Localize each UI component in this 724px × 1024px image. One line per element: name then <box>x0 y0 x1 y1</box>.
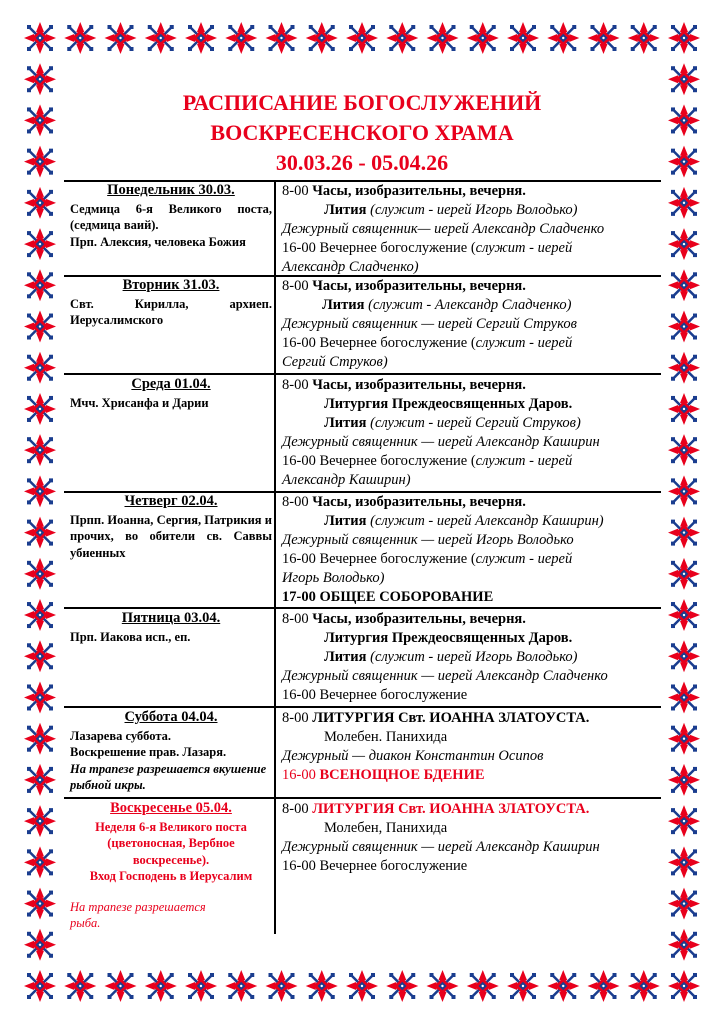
day-heading: Понедельник 30.03. <box>107 182 235 198</box>
service-celebrant: (служит - Александр Сладченко) <box>368 297 572 313</box>
day-description: Свт. Кирилла, архиеп. Иерусалимского <box>70 296 272 327</box>
ornament-motif <box>507 22 539 54</box>
day-heading: Пятница 03.04. <box>121 610 221 626</box>
ornament-motif <box>386 22 418 54</box>
ornament-motif <box>145 22 177 54</box>
ornament-motif <box>24 352 56 384</box>
service-celebrant: служит - иерей <box>475 240 573 256</box>
service-name: Лития <box>324 415 371 431</box>
service-name: Часы, изобразительны, вечерня. <box>312 278 526 294</box>
service-celebrant: Александр Сладченко) <box>282 259 419 275</box>
day-heading: Вторник 31.03. <box>122 277 220 293</box>
day-description: Прпп. Иоанна, Сергия, Патрикия и прочих, во обители св. Саввы убиенных <box>70 512 272 560</box>
ornament-motif <box>185 22 217 54</box>
ornament-motif <box>668 599 700 631</box>
day-description: Прп. Иакова исп., еп. <box>70 629 191 644</box>
ornament-motif <box>24 640 56 672</box>
ornament-motif <box>588 970 620 1002</box>
row-divider <box>64 797 661 799</box>
service-name: Часы, изобразительны, вечерня. <box>312 611 526 627</box>
ornament-motif <box>668 888 700 920</box>
service-name: Лития <box>324 202 371 218</box>
ornament-motif <box>346 22 378 54</box>
ornament-motif <box>266 22 298 54</box>
ornament-motif <box>668 805 700 837</box>
service-celebrant: служит - иерей <box>475 335 573 351</box>
ornament-motif <box>24 393 56 425</box>
day-heading: Четверг 02.04. <box>124 493 218 509</box>
duty-deacon: Дежурный — диакон Константин Осипов <box>282 748 544 764</box>
ornament-motif <box>668 640 700 672</box>
ornament-motif <box>24 187 56 219</box>
service-name: ЛИТУРГИЯ Свт. ИОАННА ЗЛАТОУСТА. <box>312 801 590 817</box>
service-name: Часы, изобразительны, вечерня. <box>312 183 526 199</box>
service-celebrant: Александр Каширин) <box>282 472 411 488</box>
service-name: Часы, изобразительны, вечерня. <box>312 494 526 510</box>
day-description: Воскрешение прав. Лазаря. <box>70 745 227 759</box>
duty-priest: Дежурный священник — иерей Игорь Володько <box>282 532 574 548</box>
service-name: Часы, изобразительны, вечерня. <box>312 377 526 393</box>
service-name: Лития <box>322 297 369 313</box>
service-name: Молебен. Панихида <box>324 729 448 745</box>
column-divider <box>274 180 276 934</box>
ornament-motif <box>668 723 700 755</box>
ornament-motif <box>386 970 418 1002</box>
ornament-motif <box>668 434 700 466</box>
trapeza-note: На трапезе разрешается рыба. <box>70 899 206 930</box>
ornament-motif <box>547 22 579 54</box>
ornament-motif <box>306 22 338 54</box>
ornament-motif <box>467 970 499 1002</box>
ornament-motif <box>668 929 700 961</box>
ornament-motif <box>346 970 378 1002</box>
ornament-motif <box>628 22 660 54</box>
service-time: 8-00 <box>282 494 313 510</box>
day-description: Неделя 6-я Великого поста (цветоносная, Вербное воскресенье). <box>95 819 247 867</box>
ornament-motif <box>668 311 700 343</box>
day-description: Мчч. Хрисанфа и Дарии <box>70 395 209 410</box>
ornament-motif <box>628 970 660 1002</box>
ornament-motif <box>225 22 257 54</box>
ornament-motif <box>24 805 56 837</box>
ornament-motif <box>105 970 137 1002</box>
ornament-motif <box>185 970 217 1002</box>
title-line-1: РАСПИСАНИЕ БОГОСЛУЖЕНИЙ <box>182 90 542 115</box>
service-time: 8-00 <box>282 377 313 393</box>
ornament-motif <box>668 970 700 1002</box>
service-name: Литургия Преждеосвященных Даров. <box>324 630 573 646</box>
ornament-motif <box>668 187 700 219</box>
day-description: Лазарева суббота. <box>70 728 172 743</box>
service-celebrant: служит - иерей <box>475 453 573 469</box>
ornament-motif <box>668 228 700 260</box>
service-name: Лития <box>324 513 371 529</box>
day-description: Вход Господень в Иерусалим <box>89 869 253 883</box>
special-service: 17-00 ОБЩЕЕ СОБОРОВАНИЕ <box>282 589 494 605</box>
vigil-service: ВСЕНОЩНОЕ БДЕНИЕ <box>319 767 485 783</box>
evening-service: 16-00 Вечернее богослужение <box>282 687 468 703</box>
service-celebrant: (служит - иерей Сергий Струков) <box>370 415 581 431</box>
evening-service: 16-00 Вечернее богослужение ( <box>282 453 476 469</box>
ornament-motif <box>145 970 177 1002</box>
ornament-motif <box>24 888 56 920</box>
ornament-motif <box>24 22 56 54</box>
evening-service: 16-00 Вечернее богослужение ( <box>282 335 476 351</box>
ornament-motif <box>24 517 56 549</box>
ornament-motif <box>306 970 338 1002</box>
ornament-motif <box>507 970 539 1002</box>
duty-priest: Дежурный священник — иерей Александр Сладченко <box>282 668 608 684</box>
service-celebrant: (служит - иерей Александр Каширин) <box>370 513 604 529</box>
ornament-motif <box>24 970 56 1002</box>
ornament-motif <box>467 22 499 54</box>
ornament-motif <box>24 434 56 466</box>
evening-service: 16-00 Вечернее богослужение <box>282 858 468 874</box>
service-time: 8-00 <box>282 611 313 627</box>
service-name: Молебен, Панихида <box>324 820 448 836</box>
ornament-motif <box>64 22 96 54</box>
service-time: 8-00 <box>282 183 313 199</box>
row-divider <box>64 607 661 609</box>
ornament-motif <box>266 970 298 1002</box>
evening-service: 16-00 Вечернее богослужение ( <box>282 551 476 567</box>
ornament-motif <box>24 681 56 713</box>
row-divider <box>64 706 661 708</box>
ornament-motif <box>24 599 56 631</box>
ornament-motif <box>105 22 137 54</box>
ornament-motif <box>668 681 700 713</box>
title-line-2: ВОСКРЕСЕНСКОГО ХРАМА <box>210 120 514 145</box>
ornament-motif <box>668 517 700 549</box>
ornament-motif <box>225 970 257 1002</box>
ornament-motif <box>547 970 579 1002</box>
day-description: Седмица 6-я Великого поста, (седмица ваий). <box>70 201 272 232</box>
ornament-motif <box>668 269 700 301</box>
service-celebrant: служит - иерей <box>475 551 573 567</box>
ornament-motif <box>24 311 56 343</box>
service-celebrant: Игорь Володько) <box>282 570 385 586</box>
ornament-motif <box>24 846 56 878</box>
ornament-motif <box>24 269 56 301</box>
duty-priest: Дежурный священник — иерей Сергий Струков <box>282 316 577 332</box>
evening-service: 16-00 Вечернее богослужение ( <box>282 240 476 256</box>
ornament-motif <box>24 558 56 590</box>
ornament-motif <box>427 970 459 1002</box>
ornament-motif <box>668 22 700 54</box>
duty-priest: Дежурный священник — иерей Александр Каширин <box>282 839 600 855</box>
row-divider <box>64 373 661 375</box>
ornament-motif <box>668 475 700 507</box>
service-celebrant: (служит - иерей Игорь Володько) <box>370 202 578 218</box>
service-name: ЛИТУРГИЯ Свт. ИОАННА ЗЛАТОУСТА. <box>312 710 590 726</box>
day-heading: Среда 01.04. <box>131 376 211 392</box>
service-time: 8-00 <box>282 710 313 726</box>
ornament-motif <box>24 723 56 755</box>
ornament-motif <box>668 846 700 878</box>
trapeza-note: На трапезе разрешается вкушение рыбной икры. <box>70 761 267 792</box>
ornament-motif <box>668 764 700 796</box>
ornament-motif <box>588 22 620 54</box>
ornament-motif <box>24 228 56 260</box>
service-time: 8-00 <box>282 278 313 294</box>
duty-priest: Дежурный священник— иерей Александр Сладченко <box>282 221 605 237</box>
service-celebrant: Сергий Струков) <box>282 354 388 370</box>
ornament-motif <box>668 352 700 384</box>
day-heading: Суббота 04.04. <box>124 709 218 725</box>
service-celebrant: (служит - иерей Игорь Володько) <box>370 649 578 665</box>
title-dates: 30.03.26 - 05.04.26 <box>275 150 449 175</box>
day-heading: Воскресенье 05.04. <box>110 800 232 816</box>
duty-priest: Дежурный священник — иерей Александр Каширин <box>282 434 600 450</box>
service-name: Лития <box>324 649 371 665</box>
ornament-motif <box>24 475 56 507</box>
day-description: Прп. Алексия, человека Божия <box>70 234 246 249</box>
service-time: 8-00 <box>282 801 313 817</box>
service-name: Литургия Преждеосвященных Даров. <box>324 396 573 412</box>
ornament-motif <box>24 764 56 796</box>
ornament-motif <box>668 558 700 590</box>
ornament-motif <box>64 970 96 1002</box>
ornament-motif <box>427 22 459 54</box>
ornament-motif <box>668 393 700 425</box>
service-time: 16-00 <box>282 767 320 783</box>
ornament-motif <box>24 929 56 961</box>
